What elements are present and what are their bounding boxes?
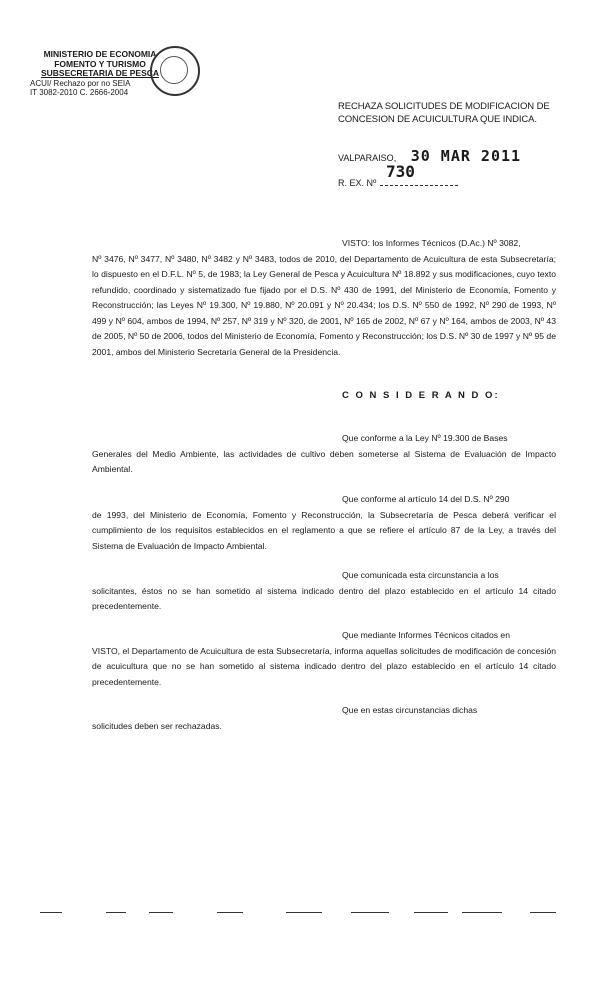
footer-line	[217, 912, 243, 913]
footer-line	[530, 912, 556, 913]
date-row	[338, 147, 521, 165]
paragraph-body: de 1993, del Ministerio de Economía, Fomento y Reconstrucción, la Subsecretaría de Pesca deberá verificar el cumplimiento de los requisitos establecidos en el reglamento a que se refiere el artículo 87 de la Ley, a través del Sistema de Evaluación de Impacto Ambiental.	[92, 509, 556, 551]
subsecretaria-name: SUBSECRETARIA DE PESCA	[40, 68, 160, 78]
considerando-paragraph-1	[92, 431, 556, 478]
official-seal-stamp	[150, 46, 200, 96]
considerando-paragraph-4	[92, 628, 556, 690]
date-label: VALPARAISO,	[338, 153, 397, 163]
resolution-title: RECHAZA SOLICITUDES DE MODIFICACION DE CONCESION DE ACUICULTURA QUE INDICA.	[338, 101, 550, 125]
ministry-name-line1: MINISTERIO DE ECONOMIA	[43, 49, 157, 59]
reference-line2: IT 3082-2010 C. 2666-2004	[30, 88, 129, 97]
resolution-number-line	[380, 185, 458, 186]
paragraph-lead: Que conforme al artículo 14 del D.S. Nº 290	[342, 494, 510, 504]
footer-line	[149, 912, 173, 913]
footer-line	[286, 912, 322, 913]
paragraph-lead: Que mediante Informes Técnicos citados en	[342, 630, 510, 640]
visto-lead: VISTO: los Informes Técnicos (D.Ac.) Nº 3082,	[342, 238, 521, 248]
paragraph-lead: Que en estas circunstancias dichas	[342, 705, 478, 715]
considerando-heading: C O N S I D E R A N D O:	[342, 390, 500, 401]
paragraph-body: VISTO, el Departamento de Acuicultura de esta Subsecretaría, informa aquellas solicitudes de modificación de concesión de acuicultura que no se han sometido al sistema indicado dentro del plazo establecido en el artículo 14 citado precedentemente.	[92, 645, 556, 687]
visto-body: Nº 3476, Nº 3477, Nº 3480, Nº 3482 y Nº 3483, todos de 2010, del Departamento de Acuicultura de esta Subsecretaría; lo dispuesto en el D.F.L. Nº 5, de 1983; la Ley General de Pesca y Acuicultura Nº 18.892 y sus modificaciones, cuyo texto refundido, coordinado y sistematizado fue fijado por el D.S. Nº 430 de 1991, del Ministerio de Economía, Fomento y Reconstrucción; las Leyes Nº 19.300, Nº 19.880, Nº 20.091 y Nº 20.434; los D.S. Nº 550 de 1992, Nº 290 de 1993, Nº 499 y Nº 604, ambos de 1994, Nº 257, Nº 319 y Nº 320, de 2001, Nº 165 de 2002, Nº 67 y Nº 164, ambos de 2003, Nº 43 de 2005, Nº 50 de 2006, todos del Ministerio de Economía, Fomento y Reconstrucción; los D.S. Nº 30 de 1997 y Nº 95 de 2001, ambos del Ministerio Secretaría General de la Presidencia.	[92, 253, 556, 357]
footer-line	[414, 912, 448, 913]
footer-line	[351, 912, 389, 913]
footer-line	[40, 912, 62, 913]
paragraph-body: solicitantes, éstos no se han sometido al sistema indicado dentro del plazo establecido en el artículo 14 citado precedentemente.	[92, 585, 556, 611]
considerando-paragraph-3	[92, 568, 556, 615]
resolution-number-row	[338, 162, 458, 188]
paragraph-lead: Que conforme a la Ley Nº 19.300 de Bases	[342, 433, 508, 443]
stamped-date: 30 MAR 2011	[410, 147, 522, 165]
considerando-paragraph-2	[92, 492, 556, 554]
visto-paragraph	[92, 236, 556, 360]
paragraph-lead: Que comunicada esta circunstancia a los	[342, 570, 499, 580]
ministry-name-line2: FOMENTO Y TURISMO	[54, 58, 146, 69]
resolution-number-label: R. EX. Nº	[338, 178, 377, 188]
resolution-number: 730	[386, 162, 415, 181]
considerando-paragraph-5	[92, 703, 556, 734]
paragraph-body: solicitudes deben ser rechazadas.	[92, 720, 222, 731]
paragraph-body: Generales del Medio Ambiente, las actividades de cultivo deben someterse al Sistema de Evaluación de Impacto Ambiental.	[92, 448, 556, 474]
reference-line1: ACUI/ Rechazo por no SEIA	[30, 78, 131, 88]
footer-line	[106, 912, 126, 913]
footer-line	[462, 912, 502, 913]
